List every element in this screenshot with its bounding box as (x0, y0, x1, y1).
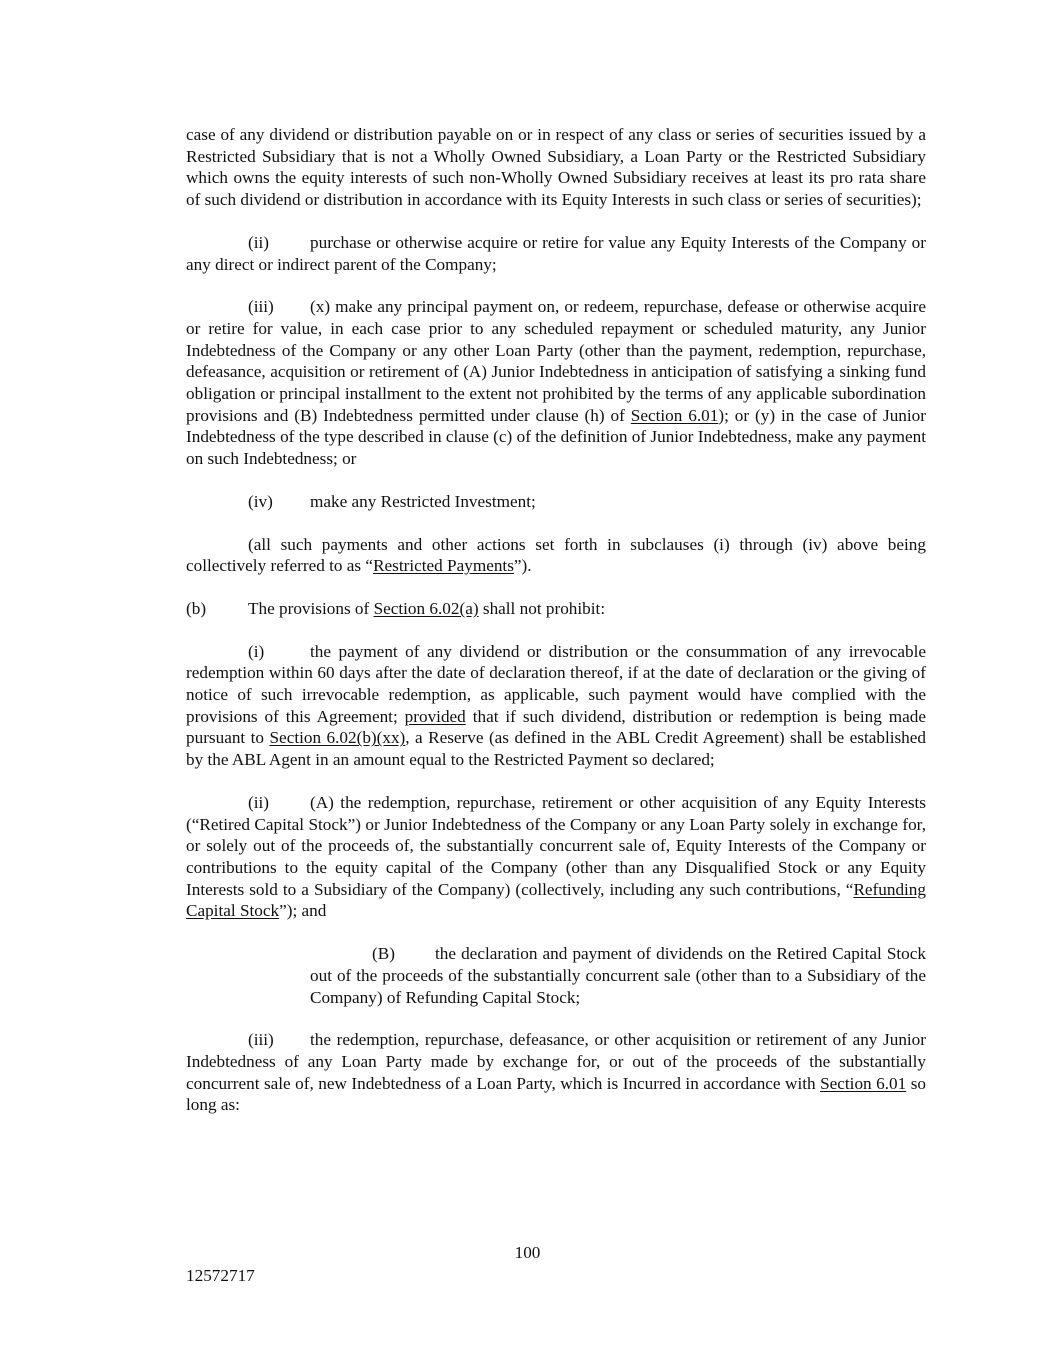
document-id: 12572717 (186, 1266, 255, 1285)
clause-number: (ii) (248, 792, 269, 812)
clause-number: (b) (186, 598, 207, 618)
defined-term: Restricted Payments (373, 556, 514, 576)
section-reference-link: Section 6.02(b)(xx) (269, 728, 406, 748)
defined-term: Refunding Capital Stock (186, 879, 926, 921)
clause-b-iii: (iii) the redemption, repurchase, defeasance, or other acquisition or retirement of any Junior Indebtedness of any Loan Party made by exchange for, or out of the proceeds of the substantially concurrent sale of, new Indebtedness of a Loan Party, which is Incurred in accordance with Section 6.01 so long as: (186, 1030, 926, 1115)
clause-b-i: (i) the payment of any dividend or distribution or the consummation of any irrevocable redemption within 60 days after the date of declaration thereof, if at the date of declaration or the giving of notice of such irrevocable redemption, as applicable, such payment would have complied with the provisions of this Agreement; provided that if such dividend, distribution or redemption is being made pursuant to Section 6.02(b)(xx), a Reserve (as defined in the ABL Credit Agreement) shall be established by the ABL Agent in an amount equal to the Restricted Payment so declared; (186, 641, 927, 770)
section-reference-link: Section 6.02(a) (373, 598, 479, 618)
paragraph-dividend-continuation: case of any dividend or distribution payable on or in respect of any class or series of securities issued by a Restricted Subsidiary that is not a Wholly Owned Subsidiary, a Loan Party or the Restricted Subsidiary which owns the equity interests of such non-Wholly Owned Subsidiary receives at least its pro rata share of such dividend or distribution in accordance with its Equity Interests in such class or series of securities); (186, 125, 926, 210)
section-reference-link: Section 6.01 (820, 1073, 907, 1093)
clause-number: (ii) (248, 232, 269, 252)
clause-b-ii: (ii) (A) the redemption, repurchase, retirement or other acquisition of any Equity Interests (“Retired Capital Stock”) or Junior Indebtedness of the Company or any Loan Party solely in exchange for, or solely out of the proceeds of, the substantially concurrent sale of, Equity Interests of the Company or contributions to the equity capital of the Company (other than any Disqualified Stock or any Equity Interests sold to a Subsidiary of the Company) (collectively, including any such contributions, “Refunding Capital Stock”); and (186, 792, 926, 921)
section-reference-link: Section 6.01 (630, 405, 719, 425)
clause-number: (iii) (248, 297, 274, 317)
clause-b-ii-B: (B) the declaration and payment of dividends on the Retired Capital Stock out of the proceeds of the substantially concurrent sale (other than to a Subsidiary of the Company) of Refunding Capital Stock; (310, 944, 926, 1007)
provided-term: provided (404, 706, 466, 726)
page-number: 100 (514, 1243, 541, 1262)
restricted-payments-definition: (all such payments and other actions set forth in subclauses (i) through (iv) above being collectively referred to as “Restricted Payments”). (186, 534, 926, 576)
clause-a-iii: (iii) (x) make any principal payment on, or redeem, repurchase, defease or otherwise acquire or retire for value, in each case prior to any scheduled repayment or scheduled maturity, any Junior Indebtedness of the Company or any other Loan Party (other than the payment, redemption, repurchase, defeasance, acquisition or retirement of (A) Junior Indebtedness in anticipation of satisfying a sinking fund obligation or principal installment to the extent not prohibited by the terms of any applicable subordination provisions and (B) Indebtedness permitted under clause (h) of Section 6.01); or (y) in the case of Junior Indebtedness of the type described in clause (c) of the definition of Junior Indebtedness, make any payment on such Indebtedness; or (186, 297, 926, 469)
clause-number: (iv) (248, 491, 273, 511)
clause-a-iv: (iv) make any Restricted Investment; (248, 491, 536, 511)
document-body (186, 124, 926, 1137)
clause-b: (b) The provisions of Section 6.02(a) shall not prohibit: (186, 598, 606, 618)
clause-number: (B) (372, 944, 395, 964)
clause-number: (i) (248, 641, 265, 661)
clause-a-ii: (ii) purchase or otherwise acquire or retire for value any Equity Interests of the Company or any direct or indirect parent of the Company; (186, 232, 926, 274)
clause-number: (iii) (248, 1030, 274, 1050)
